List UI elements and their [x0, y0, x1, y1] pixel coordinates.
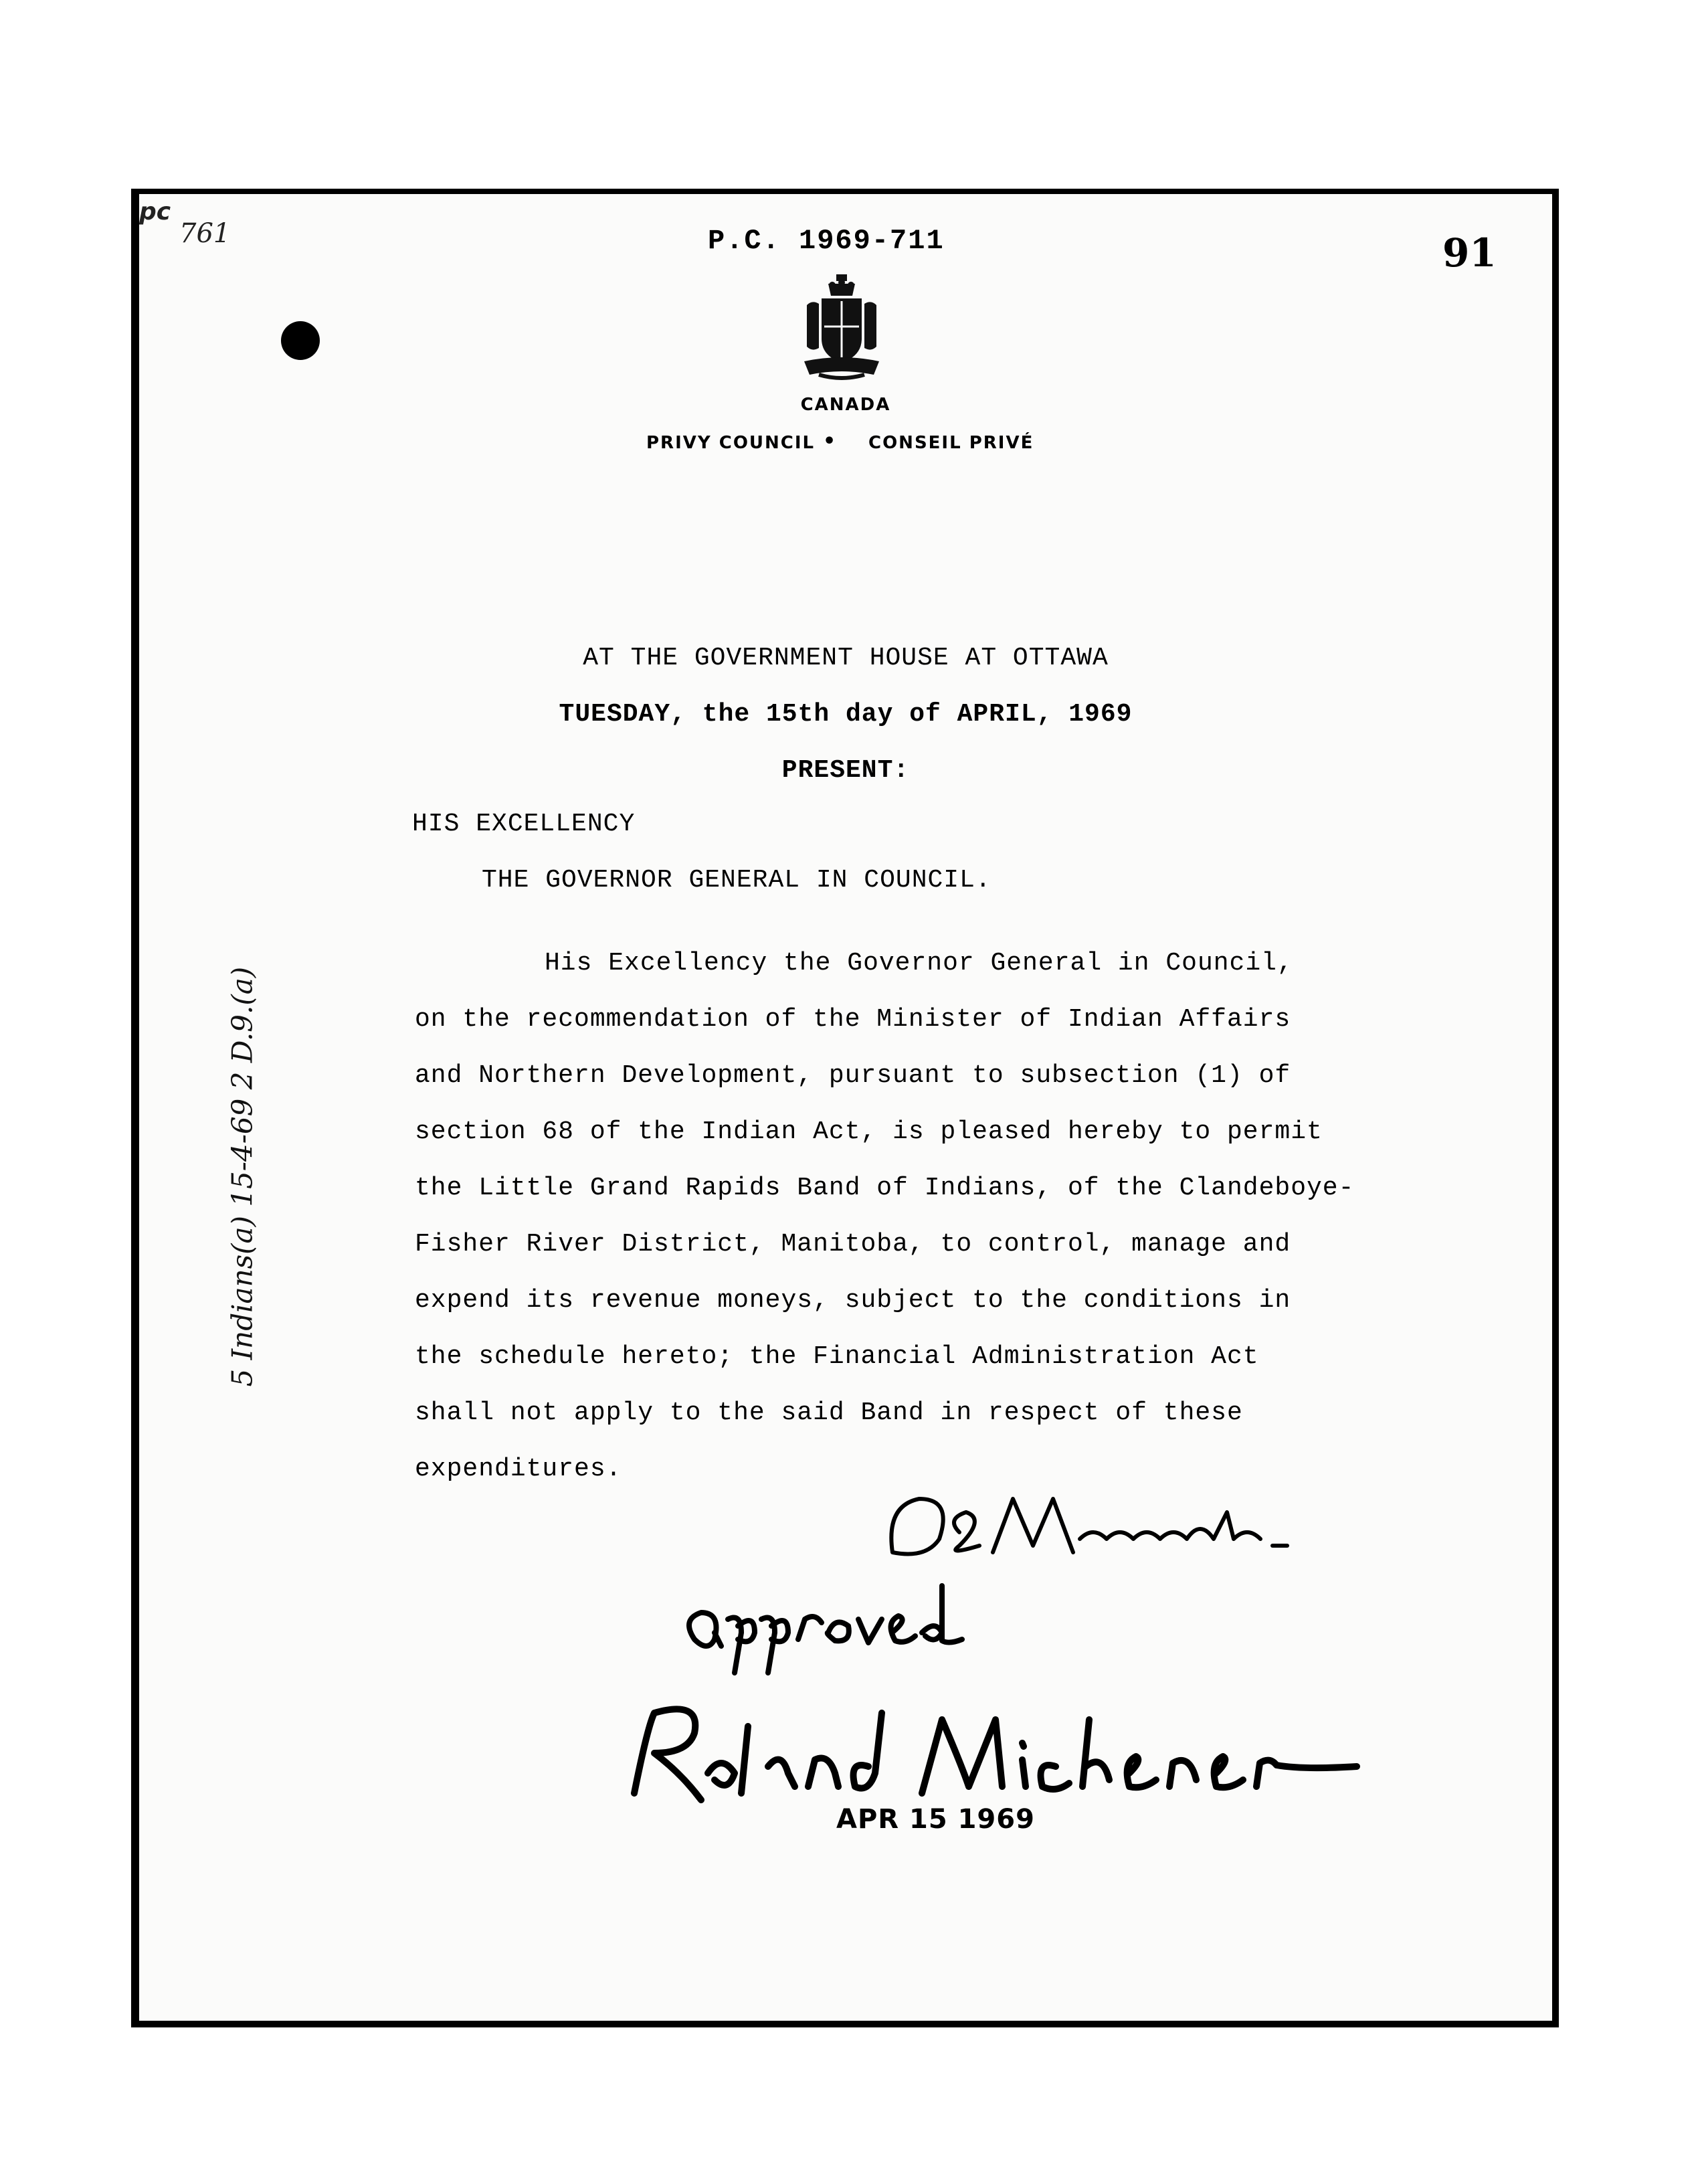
approved-handwriting: [668, 1566, 975, 1679]
body-line: Fisher River District, Manitoba, to control, manage and: [415, 1230, 1291, 1259]
body-line: shall not apply to the said Band in respect of these: [415, 1398, 1243, 1427]
body-line: His Excellency the Governor General in Council,: [545, 949, 1293, 978]
meeting-date: TUESDAY, the 15th day of APRIL, 1969: [559, 700, 1133, 729]
page-number: 91: [1442, 230, 1497, 276]
date-stamp: APR 15 1969: [836, 1804, 1035, 1835]
clerk-signature: [872, 1472, 1301, 1579]
file-stamp-number: 761: [179, 218, 231, 249]
his-excellency: HIS EXCELLENCY: [412, 810, 636, 838]
coat-of-arms-icon: [799, 274, 884, 381]
body-line: section 68 of the Indian Act, is pleased hereby to permit: [415, 1117, 1323, 1146]
letterhead-council-en: PRIVY COUNCIL: [646, 433, 816, 453]
body-line: expenditures.: [415, 1455, 622, 1483]
present-heading: PRESENT:: [781, 756, 910, 785]
body-line: and Northern Development, pursuant to subsection (1) of: [415, 1061, 1291, 1090]
letterhead-council-fr: CONSEIL PRIVÉ: [868, 433, 1034, 453]
document-page: [139, 194, 1552, 2021]
governor-general-signature: [607, 1686, 1384, 1820]
body-line: the schedule hereto; the Financial Administration Act: [415, 1342, 1259, 1371]
governor-general-in-council: THE GOVERNOR GENERAL IN COUNCIL.: [482, 866, 991, 895]
file-stamp-pc: pc: [139, 198, 171, 225]
margin-annotation: 5 Indians(a) 15-4-69 2 D.9.(a): [225, 966, 259, 1387]
order-number: P.C. 1969-711: [708, 225, 945, 257]
letterhead-country: CANADA: [800, 395, 891, 415]
body-line: expend its revenue moneys, subject to the conditions in: [415, 1286, 1291, 1315]
ink-blot: [281, 321, 320, 360]
letterhead-separator: •: [823, 430, 836, 453]
body-line: on the recommendation of the Minister of Indian Affairs: [415, 1005, 1291, 1034]
body-line: the Little Grand Rapids Band of Indians, of the Clandeboye-: [415, 1174, 1355, 1202]
meeting-place: AT THE GOVERNMENT HOUSE AT OTTAWA: [583, 644, 1109, 672]
